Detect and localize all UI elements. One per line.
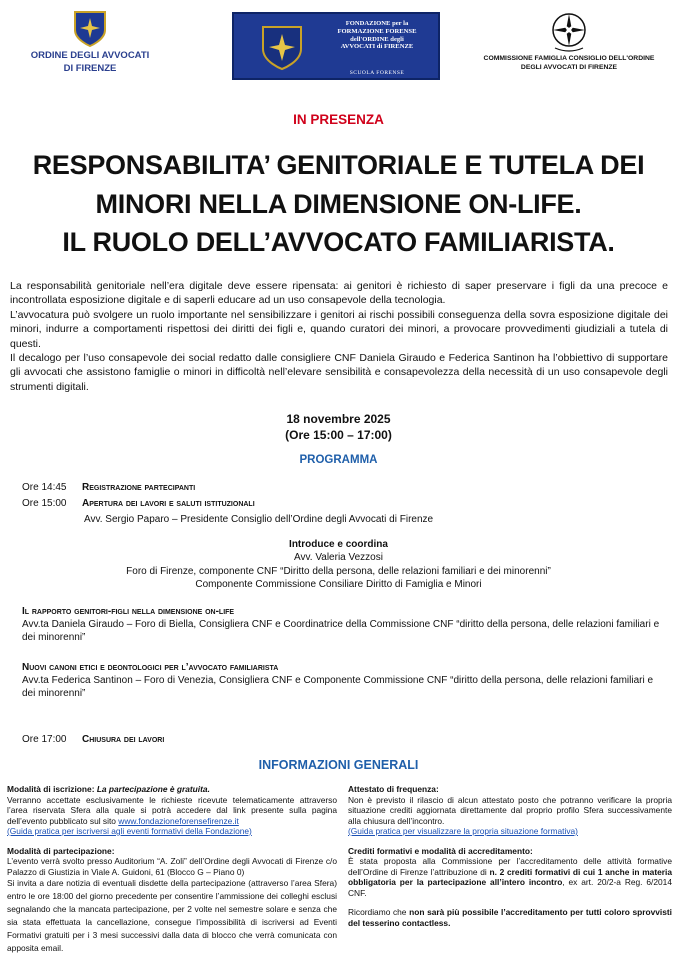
contactless-note [348,907,672,928]
partecipazione-venue: L’evento verrà svolto presso Auditorium “A. Zoli” dell’Ordine degli Avvocati di Firenze c/o Palazzo di Giustizia in Viale A. Guidoni, 61 (Blocco G – Piano 0) [7,856,337,877]
event-time: (Ore 15:00 – 17:00) [285,428,392,442]
iscrizione-text: Verranno accettate esclusivamente le richieste ricevute telematicamente attraverso l’area riservata Sfera alla quale si potrà accedere dal link presente sulla pagina dell’evento pubblicato sul sito [7,794,337,826]
compass-star-icon [549,10,589,54]
event-day: 18 novembre 2025 [286,412,391,426]
opening-speaker: Avv. Sergio Paparo – Presidente Consiglio dell’Ordine degli Avvocati di Firenze [84,514,434,525]
note-bold: non sarà più possibile l’accreditamento per tutti coloro sprovvisti del tesserino contactless. [348,907,673,928]
attestato-heading: Attestato di frequenza: [348,784,439,794]
title-line-2: MINORI NELLA DIMENSIONE ON-LIFE. [95,188,582,219]
event-date [0,411,677,443]
crediti-text-a: È stata proposta alla Commissione per l’accreditamento delle attività formative dell’Ordine di Firenze l’attribuzione di [348,856,672,877]
intro-name: Avv. Valeria Vezzosi [294,552,383,564]
title-line-1: RESPONSABILITA’ GENITORIALE E TUTELA DEI [32,150,645,180]
fondazione-site-link[interactable]: www.fondazioneforensefirenze.it [118,815,239,826]
header [0,0,677,100]
in-presenza-label: IN PRESENZA [293,112,384,127]
program-label: Registrazione partecipanti [82,482,196,493]
fondazione-line-3: dell'ORDINE degli [350,35,404,43]
program-item-closing [22,733,164,746]
crediti-bold: n. 2 crediti formativi di cui 1 anche in materia obbligatoria per la partecipazione all’intero incontro [348,866,673,887]
ordine-avvocati-logo [20,10,160,74]
session-speaker: Avv.ta Federica Santinon – Foro di Venezia, Consigliera CNF e Componente Commissione CNF “diritto della persona, delle relazioni familiari e dei minorenni” [22,675,654,699]
info-right-column [348,784,672,937]
session-1 [22,605,668,644]
partecipazione-heading: Modalità di partecipazione: [7,845,115,856]
intro-text [10,279,668,394]
scuola-forense-label: SCUOLA FORENSE [349,70,405,76]
program-time: Ore 17:00 [22,734,67,745]
intro-paragraph-3: Il decalogo per l’uso consapevole dei social redatto dalle consigliere CNF Daniela Giraudo e Federica Santinon ha l’obbiettivo di supportare gli avvocati che assistono famiglie o minori in difficoltà nell’elevare sensibilità e consapevolezza della necessità di un uso consapevole degli strumenti digitali. [10,352,668,393]
situazione-guide-link[interactable]: (Guida pratica per visualizzare la propria situazione formativa) [348,826,578,836]
intro-role-1: Foro di Firenze, componente CNF “Diritto della persona, delle relazioni familiari e dei minorenni” [126,565,551,577]
introduce-coordina [0,538,677,592]
program-label: Apertura dei lavori e saluti istituzionali [82,498,255,509]
iscrizione-block [7,784,337,837]
intro-paragraph-2: L’avvocatura può svolgere un ruolo importante nel sensibilizzare i genitori ai rischi possibili conseguenza della sovra esposizione digitale dei minori, indurre a comportamenti rispettosi dei diritti dei figli e, quando curatori dei minori, a provocare provvedimenti giudiziali a tutela di questi. [10,308,668,350]
program-time: Ore 14:45 [22,482,67,493]
title-line-3: IL RUOLO DELL’AVVOCATO FAMILIARISTA. [62,227,615,257]
program-label: Chiusura dei lavori [82,734,165,745]
session-title: Nuovi canoni etici e deontologici per l’avvocato familiarista [22,662,279,673]
partecipazione-disdette: Si invita a dare notizia di eventuali disdette della partecipazione (attraverso l’area Sfera) entro le ore 18:00 del giorno precedente per consentire l’ammissione dei colleghi esclusi segnalando che la mancata partecipazione, per 2 volte nel semestre solare e senza che sia stata effettuata la cancellazione, consegue l’impossibilità di iscriversi ad Eventi Formativi gratuiti per i 3 mesi successivi dalla data di blocco che verrà comunicata con apposita email. [7,878,337,953]
program-time: Ore 15:00 [22,498,67,509]
right-logo-caption-2: DEGLI AVVOCATI DI FIRENZE [520,64,618,71]
commissione-famiglia-logo [476,10,662,72]
intro-paragraph-1: La responsabilità genitoriale nell’era digitale deve essere ripensata: ai genitori è richiesto di saper preservare i figli da una precoce e incontrollata esposizione digitale e di saperli educare ad un uso consapevole della tecnologia. [10,280,668,307]
intro-heading: Introduce e coordina [289,539,388,550]
info-heading: INFORMAZIONI GENERALI [258,758,419,772]
fondazione-line-2: FORMAZIONE FORENSE [337,27,417,35]
fondazione-line-4: AVVOCATI di FIRENZE [340,43,414,51]
iscrizione-guide-link[interactable]: (Guida pratica per iscriversi agli eventi formativi della Fondazione) [7,826,252,836]
partecipazione-block [7,846,337,956]
crediti-text-b: , ex art. 20/2-a Reg. 6/2014 CNF. [348,877,672,898]
fondazione-logo [232,12,440,80]
right-logo-caption-1: COMMISSIONE FAMIGLIA CONSIGLIO DELL'ORDINE [483,55,655,62]
fondazione-name [316,20,438,51]
iscrizione-free: La partecipazione è gratuita. [96,784,210,794]
attestato-block [348,784,672,837]
left-logo-caption-2: DI FIRENZE [63,63,117,74]
fondazione-line-1: FONDAZIONE per la [345,20,409,27]
attestato-text: Non è previsto il rilascio di alcun attestato posto che potranno verificare la propria situazione crediti aggiornata direttamente dal proprio profilo Sfera successivamente alla chiusura dell’incontro. [348,794,672,826]
iscrizione-heading: Modalità di iscrizione: [7,784,95,794]
programma-heading: PROGRAMMA [299,454,378,466]
program-item-opening [22,497,255,510]
session-title: Il rapporto genitori-figli nella dimensione on-life [22,606,235,617]
crediti-heading: Crediti formativi e modalità di accreditamento: [348,845,533,856]
shield-star-icon [260,24,304,72]
note-text: Ricordiamo che [348,907,407,917]
session-2 [22,661,668,700]
left-logo-caption-1: ORDINE DEGLI AVVOCATI [30,50,150,61]
crediti-block [348,846,672,899]
program-item-registration [22,481,195,494]
event-title [0,146,677,262]
intro-role-2: Componente Commissione Consiliare Diritto di Famiglia e Minori [195,579,482,591]
session-speaker: Avv.ta Daniela Giraudo – Foro di Biella, Consigliera CNF e Coordinatrice della Commissione CNF “diritto della persona, delle relazioni familiari e dei minorenni” [22,619,660,643]
shield-star-icon [73,10,107,48]
info-left-column [7,784,337,964]
